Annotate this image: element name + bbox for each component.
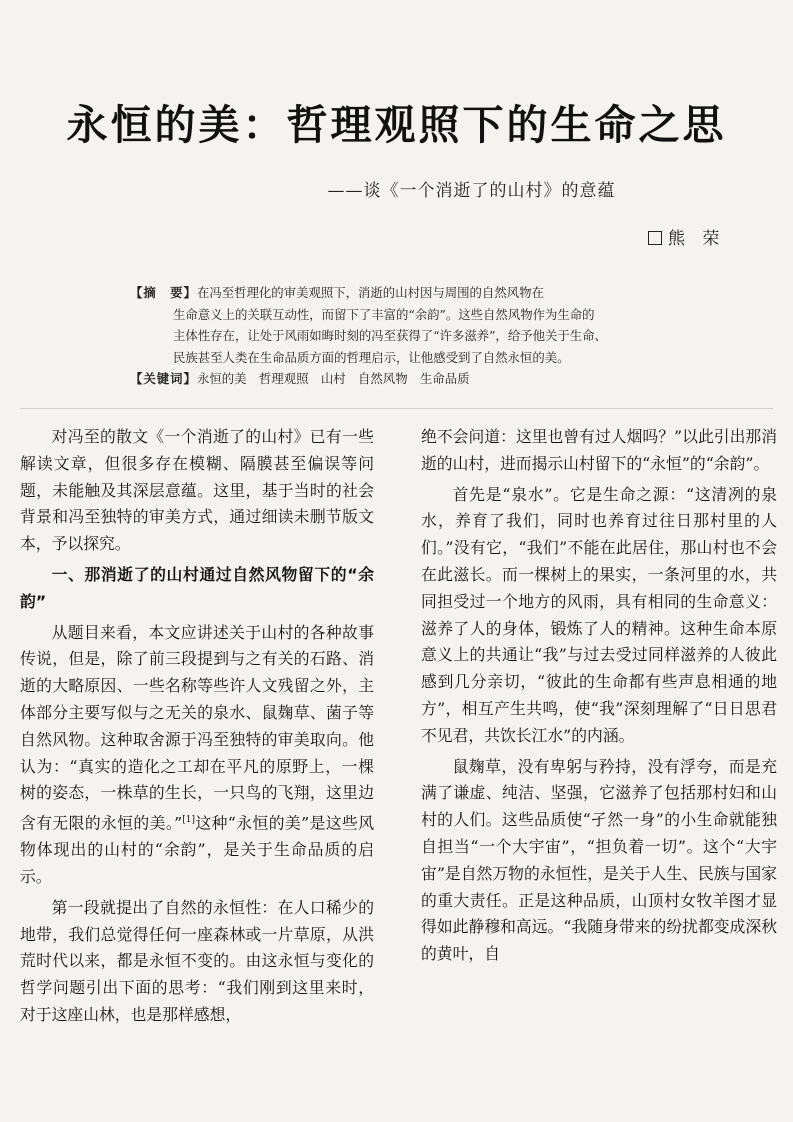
keywords-tag: 【关键词】 bbox=[130, 371, 197, 386]
section-divider bbox=[20, 408, 773, 409]
abstract-line-4: 民族甚至人类在生命品质方面的哲理启示，让他感受到了自然永恒的美。 bbox=[173, 349, 570, 365]
paragraph: 绝不会问道：这里也曾有过人烟吗？”以此引出那消逝的山村，进而揭示山村留下的“永恒”的“余韵”。 bbox=[421, 427, 777, 473]
article-subtitle: ——谈《一个消逝了的山村》的意蕴 bbox=[327, 181, 616, 201]
author-line bbox=[648, 224, 725, 249]
author-name: 熊 荣 bbox=[668, 229, 726, 249]
keywords-text: 永恒的美 哲理观照 山村 自然风物 生命品质 bbox=[196, 371, 470, 386]
abstract-line-2: 生命意义上的关联互动性，而留下了丰富的“余韵”。这些自然风物作为生命的 bbox=[173, 306, 595, 322]
left-column bbox=[20, 424, 374, 1033]
paragraph: 对冯至的散文《一个消逝了的山村》已有一些解读文章，但很多存在模糊、隔膜甚至偏误等问题，未能触及其深层意蕴。这里，基于当时的社会背景和冯至独特的审美方式，通过细读未删节版文本，予以探究。 bbox=[20, 427, 374, 554]
paragraph: 首先是“泉水”。它是生命之源：“这清冽的泉水，养育了我们，同时也养育过往日那村里的人们。”没有它，“我们”不能在此居住，那山村也不会在此滋长。而一棵树上的果实，一条河里的水，共同担受过一个地方的风雨，具有相同的生命意义：滋养了人的身体，锻炼了人的精神。这种生命本原意义上的共通让“我”与过去受过同样滋养的人彼此感到几分亲切，“彼此的生命都有些声息相通的地方”，相互产生共鸣，使“我”深刻理解了“日日思君不见君，共饮长江水”的内涵。 bbox=[421, 484, 777, 745]
right-column bbox=[421, 424, 777, 972]
paragraph: 第一段就提出了自然的永恒性：在人口稀少的地带，我们总觉得任何一座森林或一片草原，从洪荒时代以来，都是永恒不变的。由这永恒与变化的哲学问题引出下面的思考：“我们刚到这里来时，对于这座山林，也是那样感想， bbox=[20, 897, 374, 1024]
paragraph: 鼠麹草，没有卑躬与矜持，没有浮夸，而是充满了谦虚、纯洁、坚强，它滋养了包括那村妇和山村的人们。这些品质使“孑然一身”的小生命就能独自担当“一个大宇宙”，“担负着一切”。这个“大宇宙”是自然万物的永恒性，是关于人生、民族与国家的重大责任。正是这种品质，山顶村女牧羊图才显得如此静穆和高远。“我随身带来的纷扰都变成深秋的黄叶，自 bbox=[421, 756, 777, 964]
author-box-icon bbox=[648, 231, 662, 245]
abstract-tag: 【摘 要】 bbox=[130, 285, 197, 300]
abstract-block bbox=[130, 282, 670, 390]
section-heading: 一、那消逝了的山村通过自然风物留下的“余韵” bbox=[20, 564, 374, 611]
abstract-line-1: 【摘 要】在冯至哲理化的审美观照下，消逝的山村因与周围的自然风物在 bbox=[130, 285, 544, 300]
abstract-line-3: 主体性存在，让处于风雨如晦时刻的冯至获得了“许多滋养”，给予他关于生命、 bbox=[173, 328, 607, 343]
paragraph: 从题目来看，本文应讲述关于山村的各种故事传说，但是，除了前三段提到与之有关的石路、消逝的大略原因、一些名称等些许人文残留之外，主体部分主要写似与之无关的泉水、鼠麹草、菌子等自然风物。这种取舍源于冯至独特的审美取向。他认为：“真实的造化之工却在平凡的原野上，一棵树的姿态，一株草的生长，一只鸟的飞翔，这里边含有无限的永恒的美。”[1]这种“永恒的美”是这些风物体现出的山村的“余韵”，是关于生命品质的启示。 bbox=[20, 622, 374, 887]
citation-ref: [1] bbox=[182, 815, 195, 826]
keywords-line bbox=[130, 368, 670, 390]
article-title: 永恒的美：哲理观照下的生命之思 bbox=[66, 101, 727, 149]
